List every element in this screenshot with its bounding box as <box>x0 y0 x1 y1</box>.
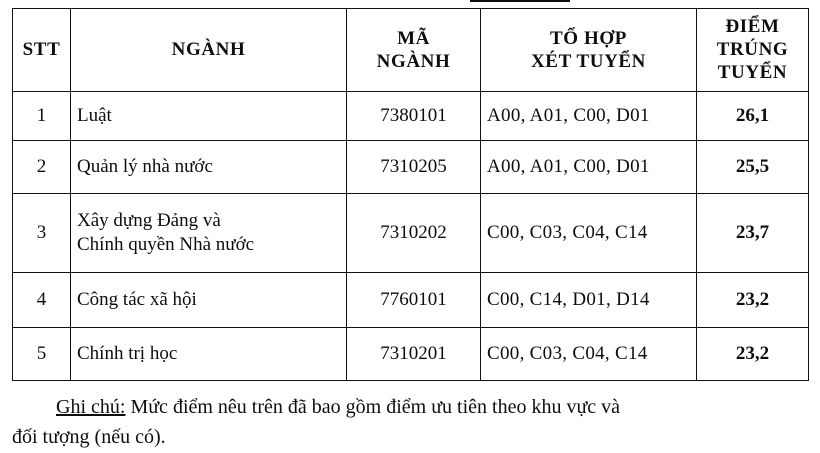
column-header-ma-nganh-line1: MÃ <box>397 27 430 49</box>
cell-to-hop: A00, A01, C00, D01 <box>481 140 697 193</box>
top-rule-mark <box>470 0 570 2</box>
cell-stt: 1 <box>13 91 71 140</box>
cell-nganh-line1: Quản lý nhà nước <box>77 155 213 177</box>
cell-diem-trung-tuyen: 26,1 <box>697 91 809 140</box>
column-header-to-hop-line1: TỔ HỢP <box>550 27 627 49</box>
column-header-to-hop <box>481 9 697 92</box>
column-header-nganh-label: NGÀNH <box>171 39 246 61</box>
cell-nganh <box>71 91 347 140</box>
column-header-stt <box>13 9 71 92</box>
cell-nganh <box>71 140 347 193</box>
column-header-diem-line2: TRÚNG <box>716 39 789 61</box>
column-header-nganh <box>71 9 347 92</box>
table-row <box>13 272 809 327</box>
note-text-line2: đối tượng (nếu có). <box>12 426 166 448</box>
cell-to-hop: C00, C14, D01, D14 <box>481 272 697 327</box>
cell-diem-trung-tuyen: 23,7 <box>697 193 809 272</box>
cell-nganh <box>71 327 347 380</box>
table-row <box>13 140 809 193</box>
admission-score-table <box>12 8 809 381</box>
note-line-1 <box>12 392 808 422</box>
column-header-diem-line3: TUYỂN <box>717 62 788 84</box>
cell-ma-nganh: 7310202 <box>347 193 481 272</box>
cell-ma-nganh: 7310201 <box>347 327 481 380</box>
table-body <box>13 91 809 380</box>
cell-ma-nganh: 7380101 <box>347 91 481 140</box>
table-row <box>13 91 809 140</box>
note-label: Ghi chú: <box>56 396 126 418</box>
table-row <box>13 193 809 272</box>
cell-to-hop: A00, A01, C00, D01 <box>481 91 697 140</box>
note-text-line1: Mức điểm nêu trên đã bao gồm điểm ưu tiên theo khu vực và <box>125 396 621 418</box>
column-header-ma-nganh <box>347 9 481 92</box>
cell-nganh <box>71 193 347 272</box>
cell-stt: 5 <box>13 327 71 380</box>
table-note <box>12 392 808 452</box>
table-header <box>13 9 809 92</box>
cell-nganh-line1: Xây dựng Đảng và <box>77 210 221 232</box>
cell-diem-trung-tuyen: 23,2 <box>697 327 809 380</box>
cell-ma-nganh: 7310205 <box>347 140 481 193</box>
cell-stt: 4 <box>13 272 71 327</box>
column-header-diem <box>697 9 809 92</box>
table-row <box>13 327 809 380</box>
cell-to-hop: C00, C03, C04, C14 <box>481 327 697 380</box>
cell-stt: 2 <box>13 140 71 193</box>
column-header-ma-nganh-line2: NGÀNH <box>376 50 451 72</box>
cell-nganh-line1: Chính trị học <box>77 342 178 364</box>
cell-nganh-line1: Luật <box>77 104 112 126</box>
cell-diem-trung-tuyen: 23,2 <box>697 272 809 327</box>
cell-nganh <box>71 272 347 327</box>
cell-stt: 3 <box>13 193 71 272</box>
cell-to-hop: C00, C03, C04, C14 <box>481 193 697 272</box>
cell-ma-nganh: 7760101 <box>347 272 481 327</box>
table-header-row <box>13 9 809 92</box>
cell-diem-trung-tuyen: 25,5 <box>697 140 809 193</box>
cell-nganh-line1: Công tác xã hội <box>77 288 197 310</box>
column-header-stt-label: STT <box>22 39 61 61</box>
column-header-diem-line1: ĐIỂM <box>725 16 780 37</box>
cell-nganh-line2: Chính quyền Nhà nước <box>77 233 255 255</box>
column-header-to-hop-line2: XÉT TUYỂN <box>530 50 647 72</box>
